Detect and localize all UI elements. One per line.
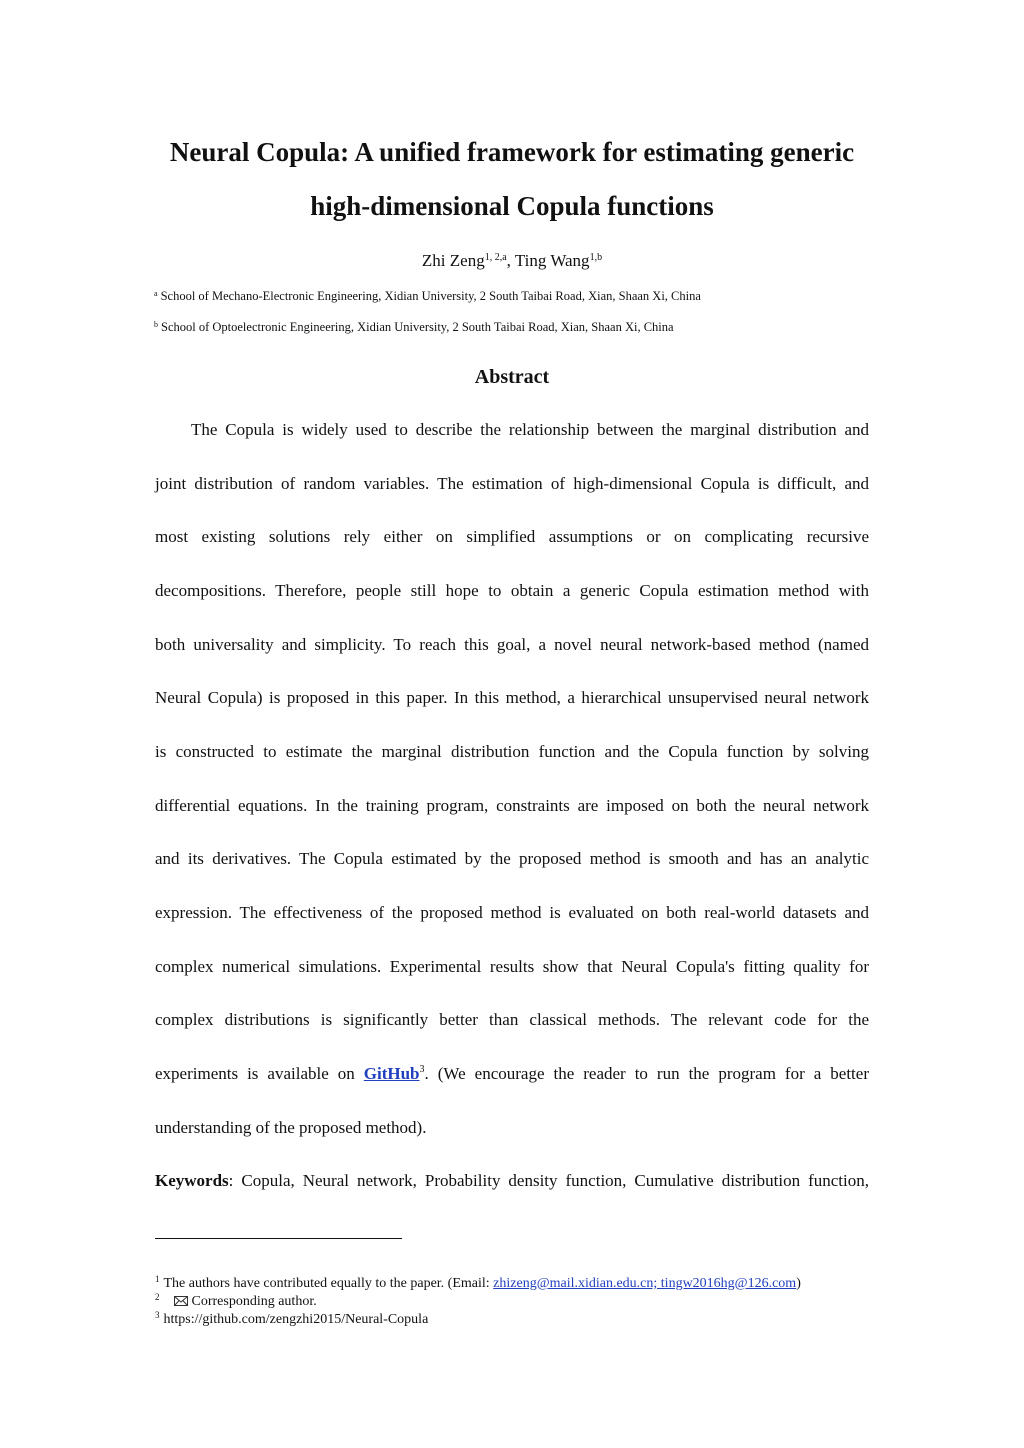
author-name: Ting Wang [514,251,590,270]
abstract-line: decompositions. Therefore, people still hope to obtain a generic Copula estimation method with [155,581,869,600]
abstract-line-github [155,1060,869,1087]
author-marks: 1,b [589,252,603,263]
author-name: Zhi Zeng [421,251,485,270]
abstract-heading: Abstract [474,366,550,388]
footnote-mark: 2 [155,1292,160,1302]
github-line-before: experiments is available on [155,1064,364,1083]
author-marks: 1, 2,a [484,252,507,263]
keywords-text: : Copula, Neural network, Probability density function, Cumulative distribution function, [228,1171,869,1190]
footnote-3 [155,1307,875,1328]
affiliation-mark: a [154,289,158,298]
affiliation-mark: b [154,320,158,329]
abstract-line: is constructed to estimate the marginal distribution function and the Copula function by solving [155,742,869,761]
abstract-line: both universality and simplicity. To reach this goal, a novel neural network-based method (named [155,635,869,654]
abstract-line: most existing solutions rely either on simplified assumptions or on complicating recursive [155,527,869,546]
footnote-url[interactable]: https://github.com/zengzhi2015/Neural-Copula [163,1312,429,1327]
footnote-text: Corresponding author. [191,1294,317,1309]
affiliation-text: School of Mechano-Electronic Engineering, Xidian University, 2 South Taibai Road, Xian, Shaan Xi, China [160,289,701,303]
abstract-line: complex distributions is significantly better than classical methods. The relevant code for the [155,1010,869,1029]
footnote-close: ) [796,1276,801,1291]
abstract-line: complex numerical simulations. Experimental results show that Neural Copula's fitting quality for [155,957,869,976]
affiliation-text: School of Optoelectronic Engineering, Xidian University, 2 South Taibai Road, Xian, Shaan Xi, China [161,320,674,334]
footnote-divider [155,1238,402,1239]
footnote-mark: 3 [155,1310,160,1320]
author-list [0,246,1024,273]
abstract-line: expression. The effectiveness of the proposed method is evaluated on both real-world datasets and [155,903,869,922]
email-link[interactable]: zhizeng@mail.xidian.edu.cn; tingw2016hg@126.com [493,1276,797,1291]
keywords-label: Keywords [155,1171,229,1190]
abstract-line-last: understanding of the proposed method). [155,1118,427,1137]
envelope-icon [174,1296,188,1306]
paper-title-line-1: Neural Copula: A unified framework for estimating generic [169,137,855,167]
abstract-line: differential equations. In the training program, constraints are imposed on both the neural network [155,796,869,815]
footnote-text: The authors have contributed equally to the paper. (Email: [163,1276,494,1291]
affiliation-b [154,316,874,336]
github-line-after: . (We encourage the reader to run the program for a better [424,1064,869,1083]
abstract-line: The Copula is widely used to describe the relationship between the marginal distribution and [191,420,869,439]
keywords-line [155,1167,869,1194]
abstract-line: and its derivatives. The Copula estimated by the proposed method is smooth and has an analytic [155,849,869,868]
paper-title-line-2: high-dimensional Copula functions [310,191,714,221]
abstract-line: joint distribution of random variables. The estimation of high-dimensional Copula is difficult, and [155,474,869,493]
author-separator: , [506,251,515,270]
github-link[interactable]: GitHub [363,1064,420,1083]
affiliation-a [154,285,874,305]
abstract-line: Neural Copula) is proposed in this paper. In this method, a hierarchical unsupervised neural network [155,688,869,707]
footnote-mark: 1 [155,1274,160,1284]
footnote-ref-3: 3 [419,1064,425,1075]
